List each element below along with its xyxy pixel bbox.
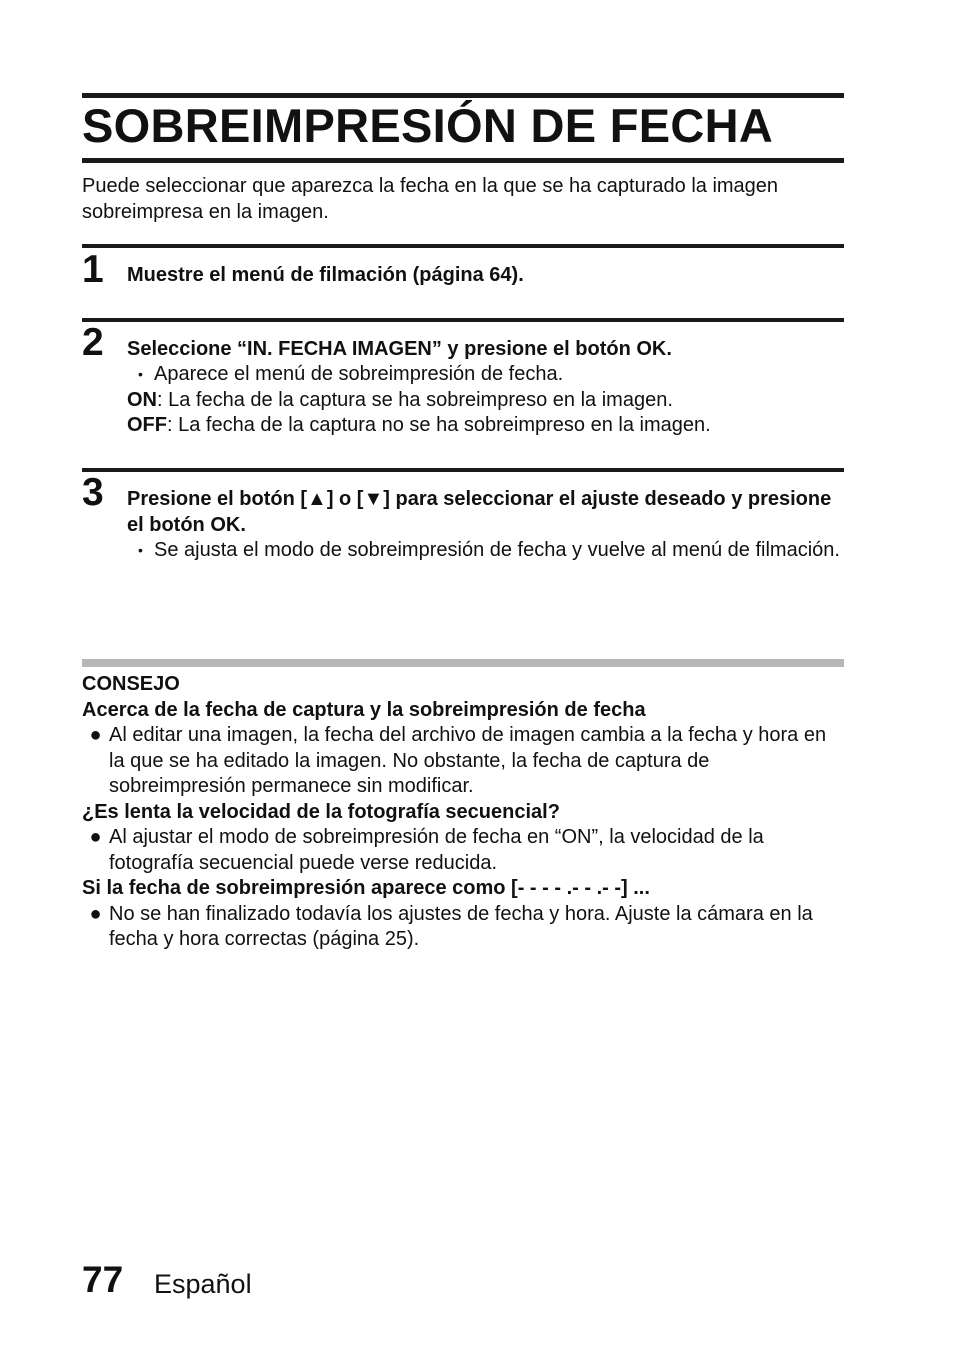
bullet-dot: •: [138, 366, 143, 382]
step-1-number: 1: [82, 248, 104, 291]
tip-label: CONSEJO: [82, 673, 180, 695]
bullet-dot: ●: [89, 826, 102, 848]
footer-language: Español: [154, 1269, 252, 1299]
off-label: OFF: [127, 414, 167, 436]
step-3-number: 3: [82, 471, 104, 514]
tip-text-2: Al ajustar el modo de sobreimpresión de fecha en “ON”, la velocidad de la fotografía secuencial puede verse reducida.: [109, 826, 764, 874]
step-3-bullet: [127, 538, 842, 564]
tip-divider-bar: [82, 659, 844, 667]
step-2-on-line: [127, 388, 842, 414]
step-2-body: [127, 362, 842, 439]
tip-text-3: No se han finalizado todavía los ajustes de fecha y hora. Ajuste la cámara en la fecha y hora correctas (página 25).: [109, 902, 813, 950]
off-description: : La fecha de la captura no se ha sobreimpreso en la imagen.: [167, 414, 711, 436]
tip-bullet-1: [82, 723, 842, 800]
step-3-heading: Presione el botón [▲] o [▼] para seleccionar el ajuste deseado y presione el botón OK.: [127, 488, 832, 536]
title-bottom-rule: [82, 158, 844, 163]
step-3-rule: [82, 468, 844, 472]
step-2-rule: [82, 318, 844, 322]
tip-section: [82, 672, 842, 953]
step-1-rule: [82, 244, 844, 248]
step-2-bullet: [127, 362, 842, 388]
step-2-heading: Seleccione “IN. FECHA IMAGEN” y presione el botón OK.: [127, 338, 672, 360]
step-3-body: [127, 538, 842, 564]
step-2-off-line: [127, 413, 842, 439]
page-title: SOBREIMPRESIÓN DE FECHA: [82, 99, 774, 152]
tip-bullet-2: [82, 825, 842, 876]
bullet-dot: ●: [89, 902, 102, 925]
step-3-bullet-text: Se ajusta el modo de sobreimpresión de fecha y vuelve al menú de filmación.: [154, 539, 840, 561]
step-2-bullet-text: Aparece el menú de sobreimpresión de fecha.: [154, 363, 564, 385]
step-1-heading: Muestre el menú de filmación (página 64).: [127, 264, 524, 286]
intro-paragraph: Puede seleccionar que aparezca la fecha en la que se ha capturado la imagen sobreimpresa en la imagen.: [82, 175, 779, 223]
tip-heading-2: ¿Es lenta la velocidad de la fotografía secuencial?: [82, 800, 560, 823]
tip-heading-3: Si la fecha de sobreimpresión aparece como [- - - - .- - .- -] ...: [82, 877, 650, 899]
on-description: : La fecha de la captura se ha sobreimpreso en la imagen.: [157, 388, 673, 411]
tip-text-1: Al editar una imagen, la fecha del archivo de imagen cambia a la fecha y hora en la que se ha editado la imagen. No obstante, la fecha de captura de sobreimpresión permanece sin modificar.: [109, 724, 827, 797]
on-label: ON: [127, 388, 157, 411]
bullet-dot: •: [138, 542, 143, 558]
bullet-dot: ●: [89, 724, 102, 746]
page-number: 77: [82, 1259, 124, 1300]
tip-heading-1: Acerca de la fecha de captura y la sobreimpresión de fecha: [82, 698, 646, 721]
tip-bullet-3: [82, 902, 842, 953]
step-2-number: 2: [82, 321, 104, 364]
